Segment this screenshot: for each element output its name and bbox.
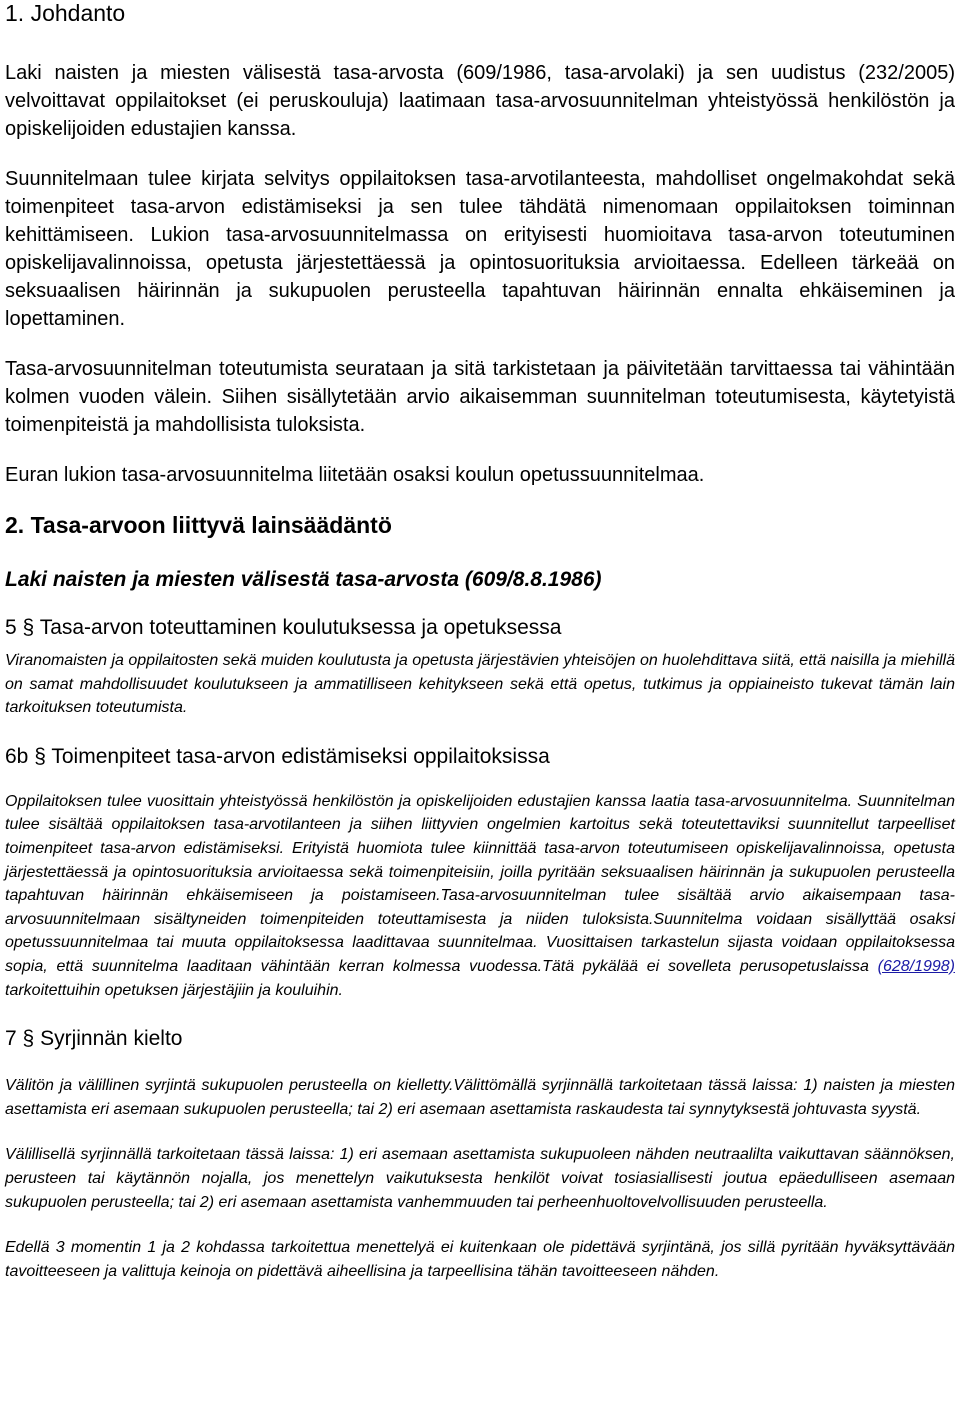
section-7-paragraph-1: Välitön ja välillinen syrjintä sukupuolen perusteella on kielletty.Välittömällä syrjinnällä tarkoitetaan tässä laissa: 1) naisten ja miesten asettamista eri asemaan sukupuolen perusteella; tai 2) eri asemaan asettamista raskaudesta tai synnytyksestä johtuvasta syystä. — [5, 1077, 955, 1118]
section-6b-text — [5, 790, 955, 1002]
heading-johdanto: 1. Johdanto — [5, 0, 126, 26]
section-symbol: § — [34, 744, 46, 768]
section-7-number: 7 — [5, 1027, 17, 1051]
section-7-heading: Syrjinnän kielto — [40, 1027, 183, 1051]
section-7-paragraph-2: Välillisellä syrjinnällä tarkoitetaan tässä laissa: 1) eri asemaan asettamista sukupuoleen nähden neutraalilta vaikuttavan säännöksen, perusteen tai käytännön nojalla, jos menettelyn vaikutuksesta henkilöt voivat tosiasiallisesti joutua epäedulliseen asemaan sukupuolen perusteella; tai 2) eri asemaan asettamista vanhemmuuden tai perheenhuoltovelvollisuuden perusteella. — [5, 1146, 955, 1211]
section-6b-title — [5, 744, 955, 770]
law-title: Laki naisten ja miesten välisestä tasa-arvosta (609/8.8.1986) — [5, 568, 602, 591]
section-7-title — [5, 1026, 955, 1052]
intro-paragraph-1: Laki naisten ja miesten välisestä tasa-arvosta (609/1986, tasa-arvolaki) ja sen uudistus (232/2005) velvoittavat oppilaitokset (ei peruskouluja) laatimaan tasa-arvosuunnitelman yhteistyössä henkilöstön ja opiskelijoiden edustajien kanssa. — [5, 62, 955, 140]
section-6b-number: 6b — [5, 744, 29, 768]
intro-paragraph-4: Euran lukion tasa-arvosuunnitelma liitetään osaksi koulun opetussuunnitelmaa. — [5, 464, 705, 486]
section-6b-text-part1: Oppilaitoksen tulee vuosittain yhteistyössä henkilöstön ja opiskelijoiden edustajien kanssa laatia tasa-arvosuunnitelma. Suunnitelman tulee sisältää oppilaitoksen tasa-arvotilanteen ja siihen liittyvien ongelmien kartoitus sekä toteutettaviksi suunnitellut tarpeelliset toimenpiteet tasa-arvon edistämiseksi. Erityistä huomiota tulee kiinnittää tasa-arvon toteutumiseen opiskelijavalinnoissa, opetusta järjestettäessä ja opintosuorituksia arvioitaessa sekä toimenpiteisiin, joilla pyritään seksuaalisen häirinnän ja sukupuolen perusteella tapahtuvan häirinnän ehkäisemiseen ja poistamiseen.Tasa-arvosuunnitelman tulee sisältää arvio aikaisempaan tasa-arvosuunnitelmaan sisältyneiden toimenpiteiden toteuttamisesta ja niiden tuloksista.Suunnitelma voidaan sisällyttää osaksi opetussuunnitelmaa tai muuta oppilaitoksessa laadittavaa suunnitelmaa. Vuosittaisen tarkastelun sijasta voidaan oppilaitoksessa sopia, että suunnitelma laaditaan vähintään kerran kolmessa vuodessa.Tätä pykälää ei sovelleta perusopetuslaissa — [5, 792, 955, 975]
section-6b-heading: Toimenpiteet tasa-arvon edistämiseksi oppilaitoksissa — [51, 744, 550, 768]
section-symbol: § — [22, 616, 35, 639]
section-5-heading: Tasa-arvon toteuttaminen koulutuksessa ja opetuksessa — [39, 616, 562, 639]
section-5-text: Viranomaisten ja oppilaitosten sekä muiden koulutusta ja opetusta järjestävien yhteisöjen on huolehdittava siitä, että naisilla ja miehillä on samat mahdollisuudet koulutukseen ja ammatilliseen kehitykseen sekä että opetus, tutkimus ja oppiaineisto tukevat tämän lain tarkoituksen toteutumista. — [5, 652, 955, 717]
section-6b-text-part2: tarkoitettuihin opetuksen järjestäjiin ja kouluihin. — [5, 981, 343, 999]
section-7-paragraph-3: Edellä 3 momentin 1 ja 2 kohdassa tarkoitettua menettelyä ei kuitenkaan ole pidettävä syrjintänä, jos sillä pyritään hyväksyttävään tavoitteeseen ja valittuja keinoja on pidettävä aiheellisina ja tarpeellisina tähän tavoitteeseen nähden. — [5, 1239, 955, 1280]
intro-paragraph-2: Suunnitelmaan tulee kirjata selvitys oppilaitoksen tasa-arvotilanteesta, mahdolliset ongelmakohdat sekä toimenpiteet tasa-arvon edistämiseksi ja sen tulee tähdätä nimenomaan oppilaitoksen toiminnan kehittämiseen. Lukion tasa-arvosuunnitelmassa on erityisesti huomioitava tasa-arvon toteutuminen opiskelijavalinnoissa, opetusta järjestettäessä ja opintosuorituksia arvioitaessa. Edelleen tärkeää on seksuaalisen häirinnän ja sukupuolen perusteella tapahtuvan häirinnän ennalta ehkäiseminen ja lopettaminen. — [5, 168, 955, 330]
heading-lainsaadanto: 2. Tasa-arvoon liittyvä lainsäädäntö — [5, 512, 392, 538]
section-5-number: 5 — [5, 616, 17, 639]
document-page — [5, 0, 955, 1283]
law-reference-link[interactable]: (628/1998) — [877, 957, 955, 975]
section-5-title — [5, 615, 955, 641]
intro-paragraph-3: Tasa-arvosuunnitelman toteutumista seurataan ja sitä tarkistetaan ja päivitetään tarvittaessa tai vähintään kolmen vuoden välein. Siihen sisällytetään arvio aikaisemman suunnitelman toteutumisesta, käytetyistä toimenpiteistä ja mahdollisista tuloksista. — [5, 358, 955, 436]
section-symbol: § — [22, 1027, 35, 1051]
